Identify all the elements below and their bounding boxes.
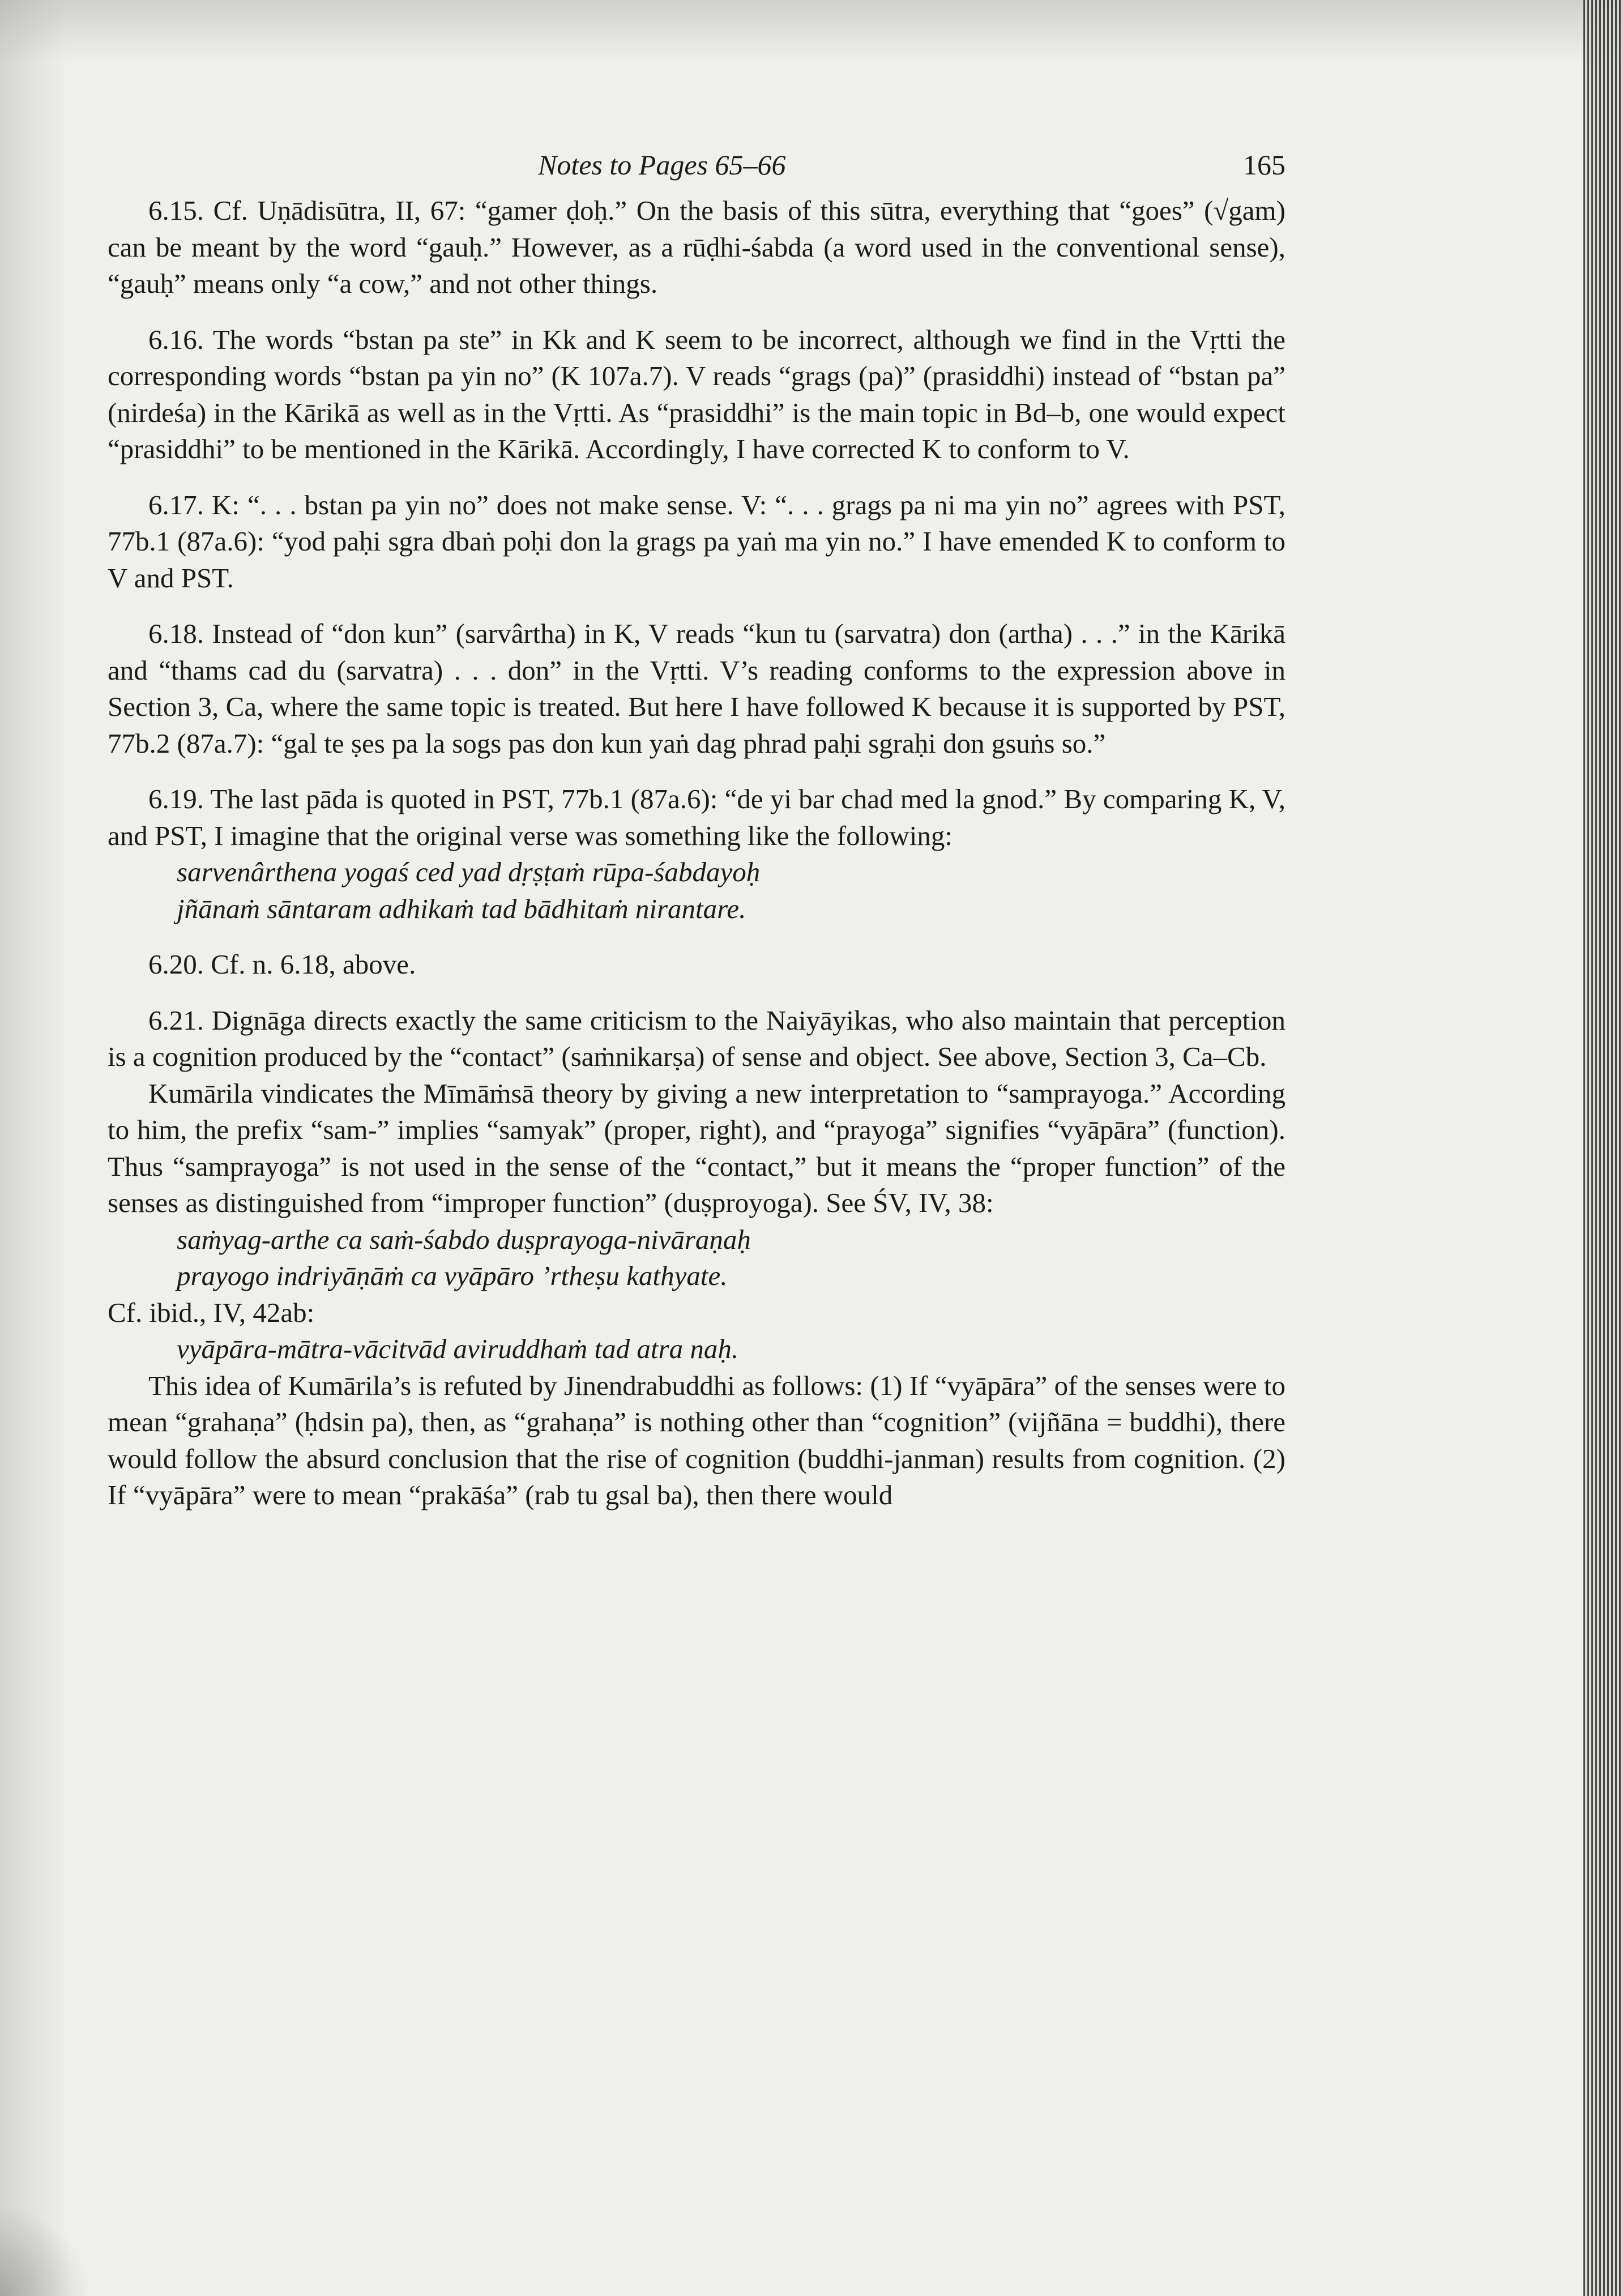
note-6-15 [108, 193, 1285, 302]
verse-line: prayogo indriyāṇāṁ ca vyāpāro ’rtheṣu kathyate. [177, 1260, 728, 1291]
note-6-17 [108, 487, 1285, 597]
cf-line: Cf. ibid., IV, 42ab: [108, 1296, 315, 1328]
verse-line: saṁyag-arthe ca saṁ-śabdo duṣprayoga-nivāraṇaḥ [177, 1223, 751, 1255]
note-paragraph: 6.20. Cf. n. 6.18, above. [148, 949, 416, 980]
running-head-title: Notes to Pages 65–66 [538, 149, 786, 181]
running-head [108, 148, 1285, 193]
note-paragraph: 6.17. K: “. . . bstan pa yin no” does not make sense. V: “. . . grags pa ni ma yin no” agrees with PST, 77b.1 (87a.6): “yod paḥi sgra dbaṅ poḥi don la grags pa yaṅ ma yin no.” I have emended K to conform to V and PST. [108, 489, 1285, 594]
scan-shadow-left [0, 0, 68, 2296]
note-6-19 [108, 781, 1285, 927]
note-paragraph: 6.16. The words “bstan pa ste” in Kk and K seem to be incorrect, although we find in the Vṛtti the corresponding words “bstan pa yin no” (K 107a.7). V reads “grags (pa)” (prasiddhi) instead of “bstan pa” (nirdeśa) in the Kārikā as well as in the Vṛtti. As “prasiddhi” is the main topic in Bd–b, one would expect “prasiddhi” to be mentioned in the Kārikā. Accordingly, I have corrected K to conform to V. [108, 323, 1285, 464]
note-paragraph: 6.21. Dignāga directs exactly the same criticism to the Naiyāyikas, who also maintain that perception is a cognition produced by the “contact” (saṁnikarṣa) of sense and object. See above, Section 3, Ca–Cb. [108, 1004, 1285, 1072]
note-paragraph: 6.18. Instead of “don kun” (sarvârtha) in K, V reads “kun tu (sarvatra) don (artha) . . .” in the Kārikā and “thams cad du (sarvatra) . . . don” in the Vṛtti. V’s reading conforms to the expression above in Section 3, Ca, where the same topic is treated. But here I have followed K because it is supported by PST, 77b.2 (87a.7): “gal te ṣes pa la sogs pas don kun yaṅ dag phrad paḥi sgraḥi don gsuṅs so.” [108, 618, 1285, 759]
note-paragraph: 6.19. The last pāda is quoted in PST, 77b.1 (87a.6): “de yi bar chad med la gnod.” By comparing K, V, and PST, I imagine that the original verse was something like the following: [108, 783, 1285, 851]
verse-line: jñānaṁ sāntaram adhikaṁ tad bādhitaṁ nirantare. [177, 893, 746, 924]
note-6-20 [108, 946, 1285, 983]
note-6-16 [108, 322, 1285, 468]
note-paragraph: Kumārila vindicates the Mīmāṁsā theory by giving a new interpretation to “samprayoga.” According to him, the prefix “sam-” implies “samyak” (proper, right), and “prayoga” signifies “vyāpāra” (function). Thus “samprayoga” is not used in the sense of the “contact,” but it means the “proper function” of the senses as distinguished from “improper function” (duṣproyoga). See ŚV, IV, 38: [108, 1077, 1285, 1218]
verse-line: sarvenârthena yogaś ced yad dṛṣṭaṁ rūpa-śabdayoḥ [177, 856, 761, 887]
verse-line: vyāpāra-mātra-vācitvād aviruddhaṁ tad atra naḥ. [177, 1333, 739, 1364]
note-paragraph: This idea of Kumārila’s is refuted by Jinendrabuddhi as follows: (1) If “vyāpāra” of the senses were to mean “grahaṇa” (ḥdsin pa), then, as “grahaṇa” is nothing other than “cognition” (vijñāna = buddhi), there would follow the absurd conclusion that the rise of cognition (buddhi-janman) results from cognition. (2) If “vyāpāra” were to mean “prakāśa” (rab tu gsal ba), then there would [108, 1369, 1285, 1510]
scan-binding-edge [1583, 0, 1623, 2296]
note-paragraph: 6.15. Cf. Uṇādisūtra, II, 67: “gamer ḍoḥ.” On the basis of this sūtra, everything that “goes” (√gam) can be meant by the word “gauḥ.” However, as a rūḍhi-śabda (a word used in the conventional sense), “gauḥ” means only “a cow,” and not other things. [108, 195, 1285, 299]
book-page [108, 148, 1285, 1533]
note-6-21 [108, 1002, 1285, 1514]
page-number: 165 [1243, 149, 1285, 181]
scan-shadow-top [0, 0, 1623, 62]
scan-corner-shadow [0, 2205, 91, 2296]
note-6-18 [108, 616, 1285, 762]
